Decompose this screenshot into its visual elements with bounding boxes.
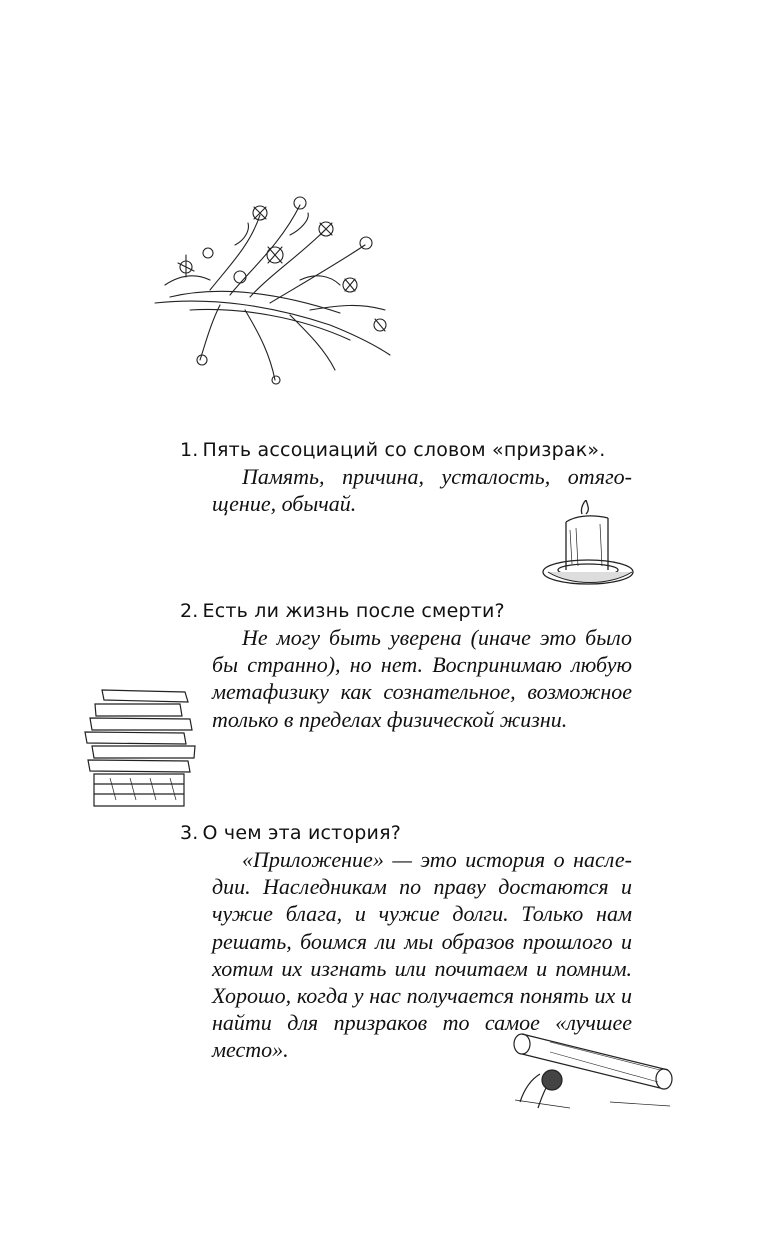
question-3-text: О чем эта история? bbox=[202, 822, 402, 844]
answer-3-text: «Приложение» — это история о наследии. Наследникам по праву достаются и чужие блага, и чужие долги. Только нам решать, боимся ли мы образов прошлого и хотим их изгнать или почитаем и помним. Хорошо, когда у нас получается понять их и найти для призраков то самое «лучшее место». bbox=[212, 847, 632, 1063]
answer-2 bbox=[212, 624, 632, 733]
answer-2-text: Не могу быть уверена (иначе это было бы странно), но нет. Воспринимаю любую метафизику как сознательное, возможное только в пределах физической жизни. bbox=[212, 625, 632, 732]
answer-1-text: Память, причина, усталость, отягощение, обычай. bbox=[212, 464, 632, 517]
question-1-number: 1. bbox=[180, 439, 199, 461]
question-3-number: 3. bbox=[180, 822, 199, 844]
question-2-number: 2. bbox=[180, 600, 199, 622]
question-1 bbox=[180, 439, 632, 461]
question-2 bbox=[180, 600, 632, 622]
wildflower-bouquet-illustration bbox=[150, 185, 400, 385]
question-1-text: Пять ассоциаций со словом «призрак». bbox=[202, 439, 606, 461]
question-3 bbox=[180, 822, 632, 844]
book-stack-illustration bbox=[80, 688, 200, 808]
question-2-text: Есть ли жизнь после смерти? bbox=[202, 600, 505, 622]
scroll-with-seal-illustration bbox=[510, 1030, 680, 1110]
candle-illustration bbox=[540, 500, 640, 590]
